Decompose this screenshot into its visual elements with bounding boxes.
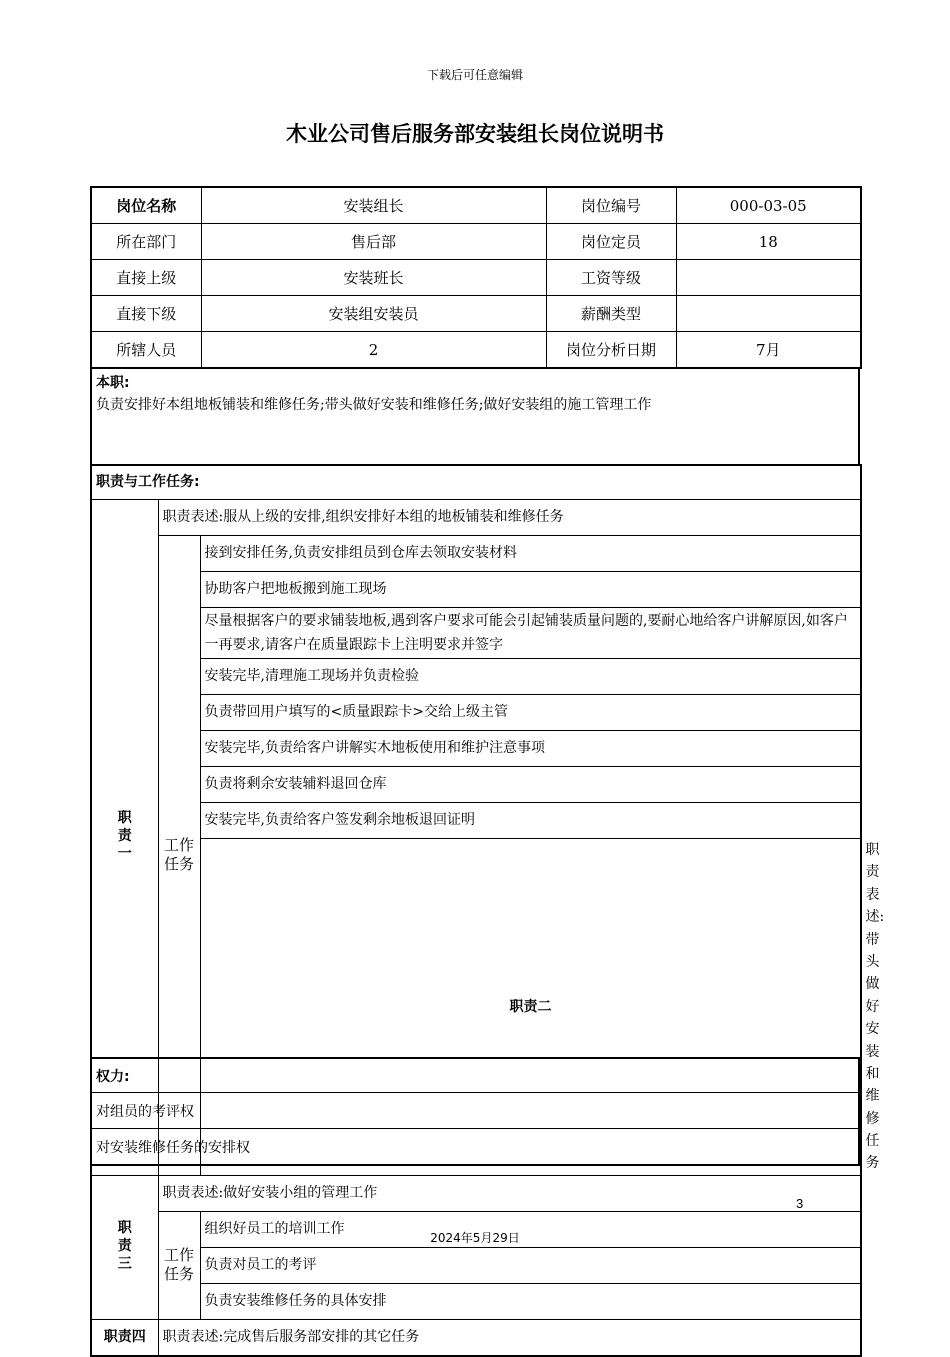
page-number: 3 bbox=[796, 1196, 804, 1211]
task-row bbox=[91, 536, 861, 572]
duties-heading: 职责与工作任务: bbox=[91, 465, 861, 500]
rights-item: 对组员的考评权 bbox=[91, 1093, 859, 1129]
duty-row: 职责二 职责表述:带头做好安装和维修任务 bbox=[91, 839, 861, 1176]
info-value: 2 bbox=[201, 332, 546, 369]
rights-table bbox=[90, 1057, 860, 1166]
task-item: 负责安装维修任务的具体安排 bbox=[200, 1283, 861, 1319]
rights-item: 对安装维修任务的安排权 bbox=[91, 1129, 859, 1166]
info-label: 所辖人员 bbox=[91, 332, 201, 369]
task-item: 协助客户把地板搬到施工现场 bbox=[200, 572, 861, 608]
info-label: 岗位编号 bbox=[546, 187, 676, 224]
header-note: 下载后可任意编辑 bbox=[426, 68, 523, 82]
info-row bbox=[91, 332, 861, 369]
task-label: 工作任务 bbox=[163, 835, 194, 874]
info-value: 7月 bbox=[676, 332, 861, 369]
info-value: 安装班长 bbox=[201, 260, 546, 296]
main-duty-section bbox=[90, 367, 860, 466]
task-row bbox=[91, 767, 861, 803]
info-label: 岗位名称 bbox=[91, 187, 201, 224]
info-label: 所在部门 bbox=[91, 224, 201, 260]
duty-row bbox=[91, 500, 861, 536]
task-item: 安装完毕,负责给客户签发剩余地板退回证明 bbox=[200, 803, 861, 839]
duties-table bbox=[90, 464, 885, 1357]
info-row bbox=[91, 187, 861, 224]
main-duty-text: 负责安排好本组地板铺装和维修任务;带头做好安装和维修任务;做好安装组的施工管理工作 bbox=[96, 397, 652, 413]
footer-date: 2024年5月29日 bbox=[430, 1231, 520, 1245]
task-item: 负责将剩余安装辅料退回仓库 bbox=[200, 767, 861, 803]
task-item: 接到安排任务,负责安排组员到仓库去领取安装材料 bbox=[200, 536, 861, 572]
duty-row bbox=[91, 1319, 861, 1356]
job-info-table bbox=[90, 186, 862, 369]
info-value: 18 bbox=[676, 224, 861, 260]
info-value bbox=[676, 296, 861, 332]
info-label: 岗位定员 bbox=[546, 224, 676, 260]
task-row bbox=[91, 572, 861, 608]
task-row bbox=[91, 803, 861, 839]
task-row bbox=[91, 695, 861, 731]
task-row bbox=[91, 1283, 861, 1319]
info-row bbox=[91, 260, 861, 296]
rights-heading: 权力: bbox=[91, 1058, 859, 1093]
task-item: 安装完毕,清理施工现场并负责检验 bbox=[200, 659, 861, 695]
duty-2-label: 职责二 bbox=[200, 839, 861, 1176]
info-value: 安装组安装员 bbox=[201, 296, 546, 332]
task-item: 负责对员工的考评 bbox=[200, 1247, 861, 1283]
duty-3-label: 职责三 bbox=[117, 1219, 132, 1273]
document-title: 木业公司售后服务部安装组长岗位说明书 bbox=[286, 122, 664, 146]
info-label: 工资等级 bbox=[546, 260, 676, 296]
info-row bbox=[91, 296, 861, 332]
duty-4-description: 职责表述:完成售后服务部安排的其它任务 bbox=[158, 1319, 861, 1356]
task-row bbox=[91, 659, 861, 695]
duty-row bbox=[91, 1175, 861, 1211]
duty-3-description: 职责表述:做好安装小组的管理工作 bbox=[158, 1175, 861, 1211]
info-value: 安装组长 bbox=[201, 187, 546, 224]
info-label: 薪酬类型 bbox=[546, 296, 676, 332]
duty-1-description: 职责表述:服从上级的安排,组织安排好本组的地板铺装和维修任务 bbox=[158, 500, 861, 536]
task-row bbox=[91, 608, 861, 659]
info-value: 000-03-05 bbox=[676, 187, 861, 224]
main-duty-heading: 本职: bbox=[96, 375, 130, 391]
task-label: 工作任务 bbox=[163, 1245, 194, 1284]
task-item: 组织好员工的培训工作 bbox=[200, 1211, 861, 1247]
task-item: 尽量根据客户的要求铺装地板,遇到客户要求可能会引起铺装质量问题的,要耐心地给客户讲解原因,如客户一再要求,请客户在质量跟踪卡上注明要求并签字 bbox=[200, 608, 861, 659]
info-label: 直接上级 bbox=[91, 260, 201, 296]
info-label: 直接下级 bbox=[91, 296, 201, 332]
info-row bbox=[91, 224, 861, 260]
info-value: 售后部 bbox=[201, 224, 546, 260]
info-label: 岗位分析日期 bbox=[546, 332, 676, 369]
duty-4-label: 职责四 bbox=[91, 1319, 158, 1356]
task-item: 负责带回用户填写的<质量跟踪卡>交给上级主管 bbox=[200, 695, 861, 731]
duty-1-label: 职责一 bbox=[117, 810, 132, 863]
info-value bbox=[676, 260, 861, 296]
task-row bbox=[91, 1247, 861, 1283]
task-item: 安装完毕,负责给客户讲解实木地板使用和维护注意事项 bbox=[200, 731, 861, 767]
task-row bbox=[91, 731, 861, 767]
